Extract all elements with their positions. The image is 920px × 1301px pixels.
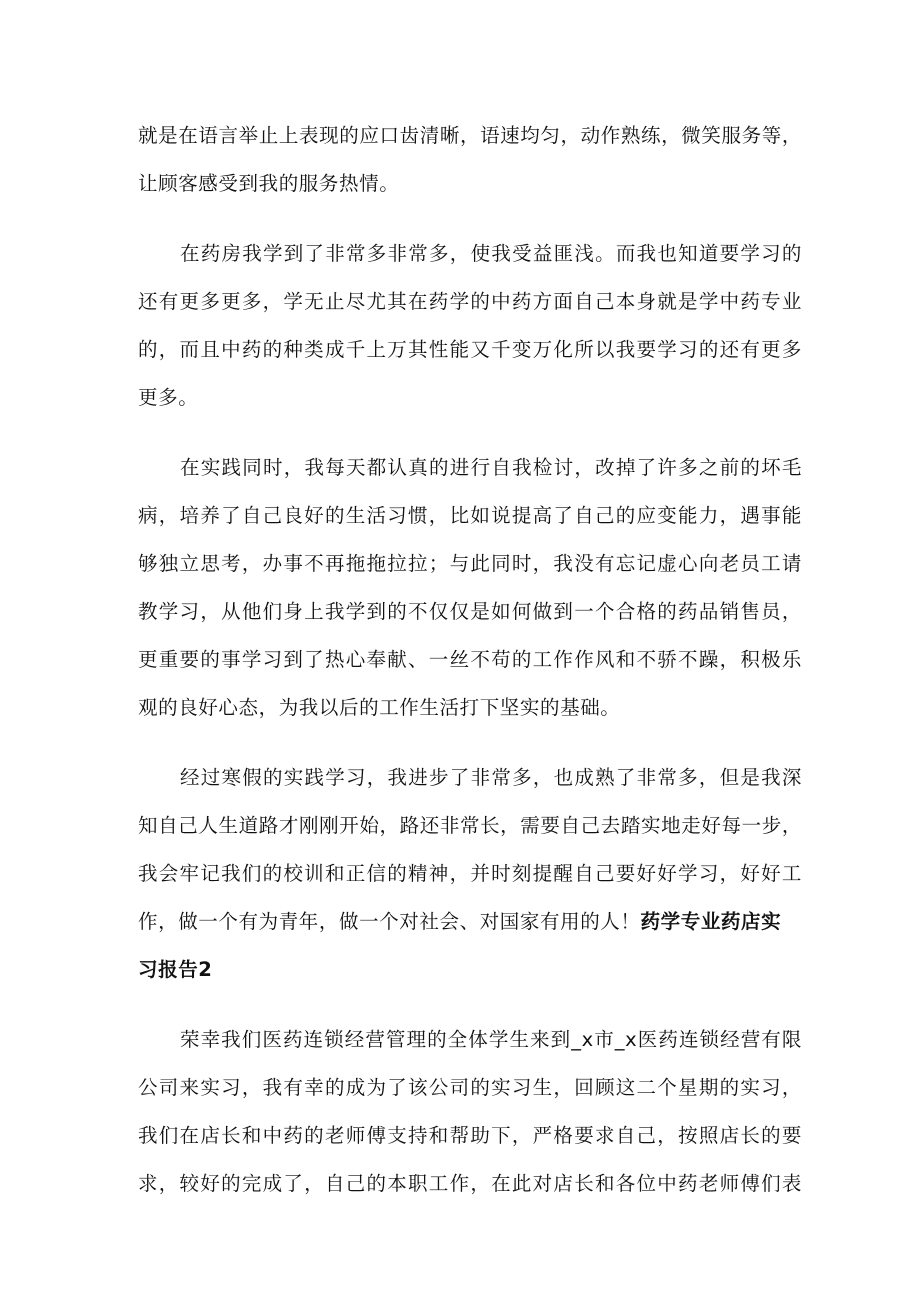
text-line: 公司来实习，我有幸的成为了该公司的实习生，回顾这二个星期的实习， [138,1076,802,1099]
text-line: 在实践同时，我每天都认真的进行自我检讨，改掉了许多之前的坏毛 [180,456,802,479]
text-line: 就是在语言举止上表现的应口齿清晰，语速均匀，动作熟练，微笑服务等， [138,124,802,147]
paragraph-gap [138,422,802,444]
paragraph-4 [138,754,802,994]
section-heading-start: 药学专业药店实 [640,910,782,933]
text-line: 我们在店长和中药的老师傅支持和帮助下，严格要求自己，按照店长的要 [138,1124,802,1147]
text-line: 教学习，从他们身上我学到的不仅仅是如何做到一个合格的药品销售员， [138,600,802,623]
paragraph-5 [138,1016,802,1208]
text-line: 病，培养了自己良好的生活习惯，比如说提高了自己的应变能力，遇事能 [138,504,802,527]
text-line: 求，较好的完成了，自己的本职工作，在此对店长和各位中药老师傅们表 [138,1172,802,1195]
paragraph-2 [138,230,802,422]
text-line: 够独立思考，办事不再拖拖拉拉；与此同时，我没有忘记虚心向老员工请 [138,552,802,575]
text-line: 还有更多更多，学无止尽尤其在药学的中药方面自己本身就是学中药专业 [138,290,802,313]
section-heading-end: 习报告2 [138,958,213,981]
text-line: 在药房我学到了非常多非常多，使我受益匪浅。而我也知道要学习的 [180,242,802,265]
paragraph-3 [138,444,802,732]
text-line: 知自己人生道路才刚刚开始，路还非常长，需要自己去踏实地走好每一步， [138,814,802,837]
paragraph-gap [138,732,802,754]
text-line: 我会牢记我们的校训和正信的精神，并时刻提醒自己要好好学习，好好工 [138,862,802,885]
text-line: 更重要的事学习到了热心奉献、一丝不苟的工作作风和不骄不躁，积极乐 [138,648,802,671]
text-line: 荣幸我们医药连锁经营管理的全体学生来到_x市_x医药连锁经营有限 [180,1028,802,1051]
text-line: 经过寒假的实践学习，我进步了非常多，也成熟了非常多，但是我深 [180,766,802,789]
paragraph-gap [138,994,802,1016]
paragraph-1 [138,112,802,208]
text-line: 的，而且中药的种类成千上万其性能又千变万化所以我要学习的还有更多 [138,338,802,361]
paragraph-gap [138,208,802,230]
text-line: 让顾客感受到我的服务热情。 [138,172,400,195]
text-line: 更多。 [138,386,199,409]
text-line-mixed [138,898,802,946]
text-run: 作，做一个有为青年，做一个对社会、对国家有用的人！ [138,910,641,933]
text-line: 观的良好心态，为我以后的工作生活打下坚实的基础。 [138,696,621,719]
document-body [138,112,802,1208]
